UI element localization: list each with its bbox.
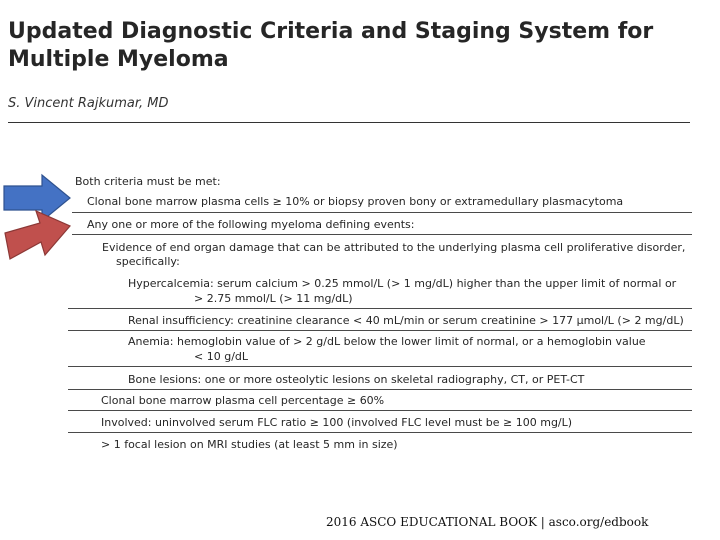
criterion-clonal-percentage: Clonal bone marrow plasma cell percentage ≥ 60%	[101, 394, 385, 407]
criteria-divider	[72, 212, 692, 213]
page-title: Updated Diagnostic Criteria and Staging System for Multiple Myeloma	[8, 19, 654, 72]
red-arrow-icon	[0, 205, 75, 270]
criterion-anemia: Anemia: hemoglobin value of > 2 g/dL below the lower limit of normal, or a hemoglobin value	[128, 335, 646, 348]
criterion-end-organ-damage-cont: specifically:	[116, 255, 180, 268]
criterion-renal-insufficiency: Renal insufficiency: creatinine clearance < 40 mL/min or serum creatinine > 177 μmol/L (> 2 mg/dL)	[128, 314, 684, 327]
footer-citation: 2016 ASCO EDUCATIONAL BOOK | asco.org/edbook	[326, 515, 649, 529]
red-arrow-shape	[5, 211, 70, 259]
criteria-divider	[68, 432, 692, 433]
criterion-myeloma-defining-events: Any one or more of the following myeloma defining events:	[87, 218, 415, 231]
criterion-flc-ratio: Involved: uninvolved serum FLC ratio ≥ 100 (involved FLC level must be ≥ 100 mg/L)	[101, 416, 573, 429]
criteria-divider	[68, 410, 692, 411]
criterion-anemia-cont: < 10 g/dL	[194, 350, 249, 363]
criteria-divider	[72, 234, 692, 235]
criterion-end-organ-damage: Evidence of end organ damage that can be attributed to the underlying plasma cell proliferative disorder,	[102, 241, 686, 254]
criteria-divider	[68, 308, 692, 309]
criteria-intro: Both criteria must be met:	[75, 175, 221, 188]
criterion-mri-focal-lesion: > 1 focal lesion on MRI studies (at least 5 mm in size)	[101, 438, 398, 451]
criterion-bone-lesions: Bone lesions: one or more osteolytic lesions on skeletal radiography, CT, or PET-CT	[128, 373, 585, 386]
criteria-divider	[68, 389, 692, 390]
criterion-clonal-plasma-cells: Clonal bone marrow plasma cells ≥ 10% or biopsy proven bony or extramedullary plasmacytoma	[87, 195, 624, 208]
criterion-hypercalcemia-cont: > 2.75 mmol/L (> 11 mg/dL)	[194, 292, 353, 305]
author-name: S. Vincent Rajkumar, MD	[8, 96, 169, 111]
criterion-hypercalcemia: Hypercalcemia: serum calcium > 0.25 mmol/L (> 1 mg/dL) higher than the upper limit of normal or	[128, 277, 677, 290]
criteria-divider	[68, 330, 692, 331]
criteria-divider	[68, 366, 692, 367]
